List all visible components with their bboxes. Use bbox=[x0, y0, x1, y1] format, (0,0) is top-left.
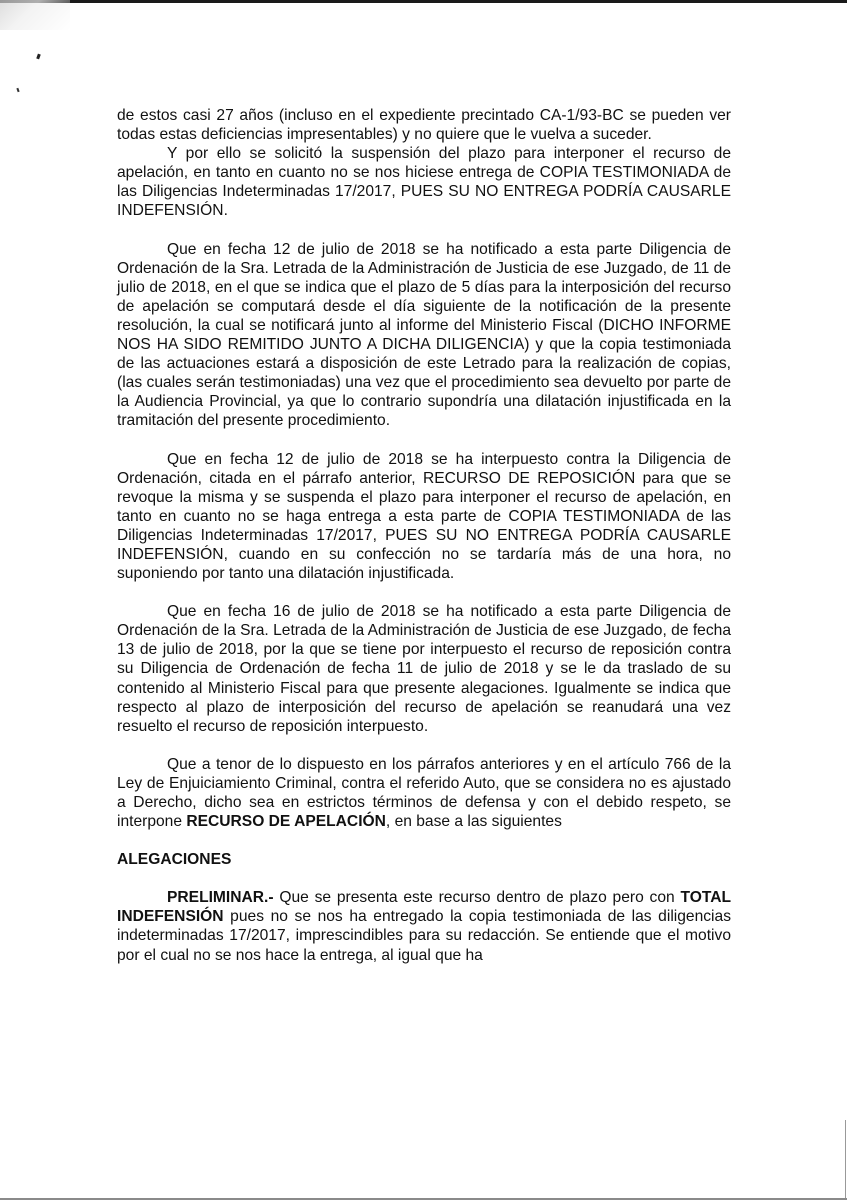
text: , en base a las siguientes bbox=[385, 813, 562, 831]
document-body bbox=[117, 106, 731, 965]
paragraph-continuation: de estos casi 27 años (incluso en el expediente precintado CA-1/93-BC se pueden ver todas estas deficiencias impresentables) y no quiere que le vuelva a suceder. bbox=[117, 107, 731, 144]
scan-right-edge bbox=[845, 1120, 846, 1200]
paragraph-notification-12-july: Que en fecha 12 de julio de 2018 se ha notificado a esta parte Diligencia de Ordenación de la Sra. Letrada de la Administración de Justicia de ese Juzgado, de 11 de julio de 2018, en el que se indica que el plazo de 5 días para la interposición del recurso de apelación se computará desde el día siguiente de la notificación de la presente resolución, la cual se notificará junto al informe del Ministerio Fiscal (DICHO INFORME NOS HA SIDO REMITIDO JUNTO A DICHA DILIGENCIA) y que la copia testimoniada de las actuaciones estará a disposición de este Letrado para la realización de copias,(las cuales serán testimoniadas) una vez que el procedimiento sea devuelto por parte de la Audiencia Provincial, ya que lo contrario supondría una dilatación injustificada en la tramitación del presente procedimiento. bbox=[117, 240, 731, 430]
paragraph-gap bbox=[117, 221, 731, 240]
scan-top-edge bbox=[0, 0, 847, 3]
text: Que a tenor de lo dispuesto en los párrafos anteriores y en el artículo 766 de la Ley de Enjuiciamiento Criminal, contra el referido Auto, que se considera no es ajustado a Derecho, dicho sea en estrictos términos de defensa y con el debido respeto, se interpone bbox=[117, 755, 731, 831]
scan-speck bbox=[36, 54, 41, 60]
paragraph-gap bbox=[117, 583, 731, 602]
paragraph-reposicion-12-july: Que en fecha 12 de julio de 2018 se ha interpuesto contra la Diligencia de Ordenación, citada en el párrafo anterior, RECURSO DE REPOSICIÓN para que se revoque la misma y se suspenda el plazo para interponer el recurso de apelación, en tanto en cuanto no se haga entrega a esta parte de COPIA TESTIMONIADA de las Diligencias Indeterminadas 17/2017, PUES SU NO ENTREGA PODRÍA CAUSARLE INDEFENSIÓN, cuando en su confección no se tardaría más de una hora, no suponiendo por tanto una dilatación injustificada. bbox=[117, 450, 731, 583]
section-heading-alegaciones: ALEGACIONES bbox=[117, 851, 232, 869]
paragraph-notification-16-july: Que en fecha 16 de julio de 2018 se ha notificado a esta parte Diligencia de Ordenación de la Sra. Letrada de la Administración de Justicia de ese Juzgado, de fecha 13 de julio de 2018, por la que se tiene por interpuesto el recurso de reposición contra su Diligencia de Ordenación de fecha 11 de julio de 2018 y se le da traslado de su contenido al Ministerio Fiscal para que presente alegaciones. Igualmente se indica que respecto al plazo de interposición del recurso de apelación se reanudará una vez resuelto el recurso de reposición interpuesto. bbox=[117, 603, 731, 735]
bold-text: PRELIMINAR.- bbox=[167, 889, 274, 907]
paragraph-gap bbox=[117, 831, 731, 850]
paragraph-gap bbox=[117, 869, 731, 888]
text: Que se presenta este recurso dentro de plazo pero con bbox=[273, 889, 681, 907]
bold-text: RECURSO DE APELACIÓN bbox=[186, 813, 386, 831]
scan-corner-shadow bbox=[0, 0, 70, 30]
bold-text: TOTAL INDEFENSIÓN bbox=[117, 889, 731, 926]
text: pues no se nos ha entregado la copia testimoniada de las diligencias indeterminadas 17/2017, imprescindibles para su redacción. Se entiende que el motivo por el cual no se nos hace la entrega, al igual que ha bbox=[117, 908, 731, 964]
paragraph-gap bbox=[117, 736, 731, 755]
paragraph-recurso-apelacion bbox=[117, 755, 731, 831]
paragraph-preliminar bbox=[117, 888, 731, 964]
paragraph-gap bbox=[117, 431, 731, 450]
paragraph-suspension-request: Y por ello se solicitó la suspensión del plazo para interponer el recurso de apelación, en tanto en cuanto no se nos hiciese entrega de COPIA TESTIMONIADA de las Diligencias Indeterminadas 17/2017, PUES SU NO ENTREGA PODRÍA CAUSARLE INDEFENSIÓN. bbox=[117, 145, 731, 220]
scan-speck bbox=[16, 88, 19, 92]
